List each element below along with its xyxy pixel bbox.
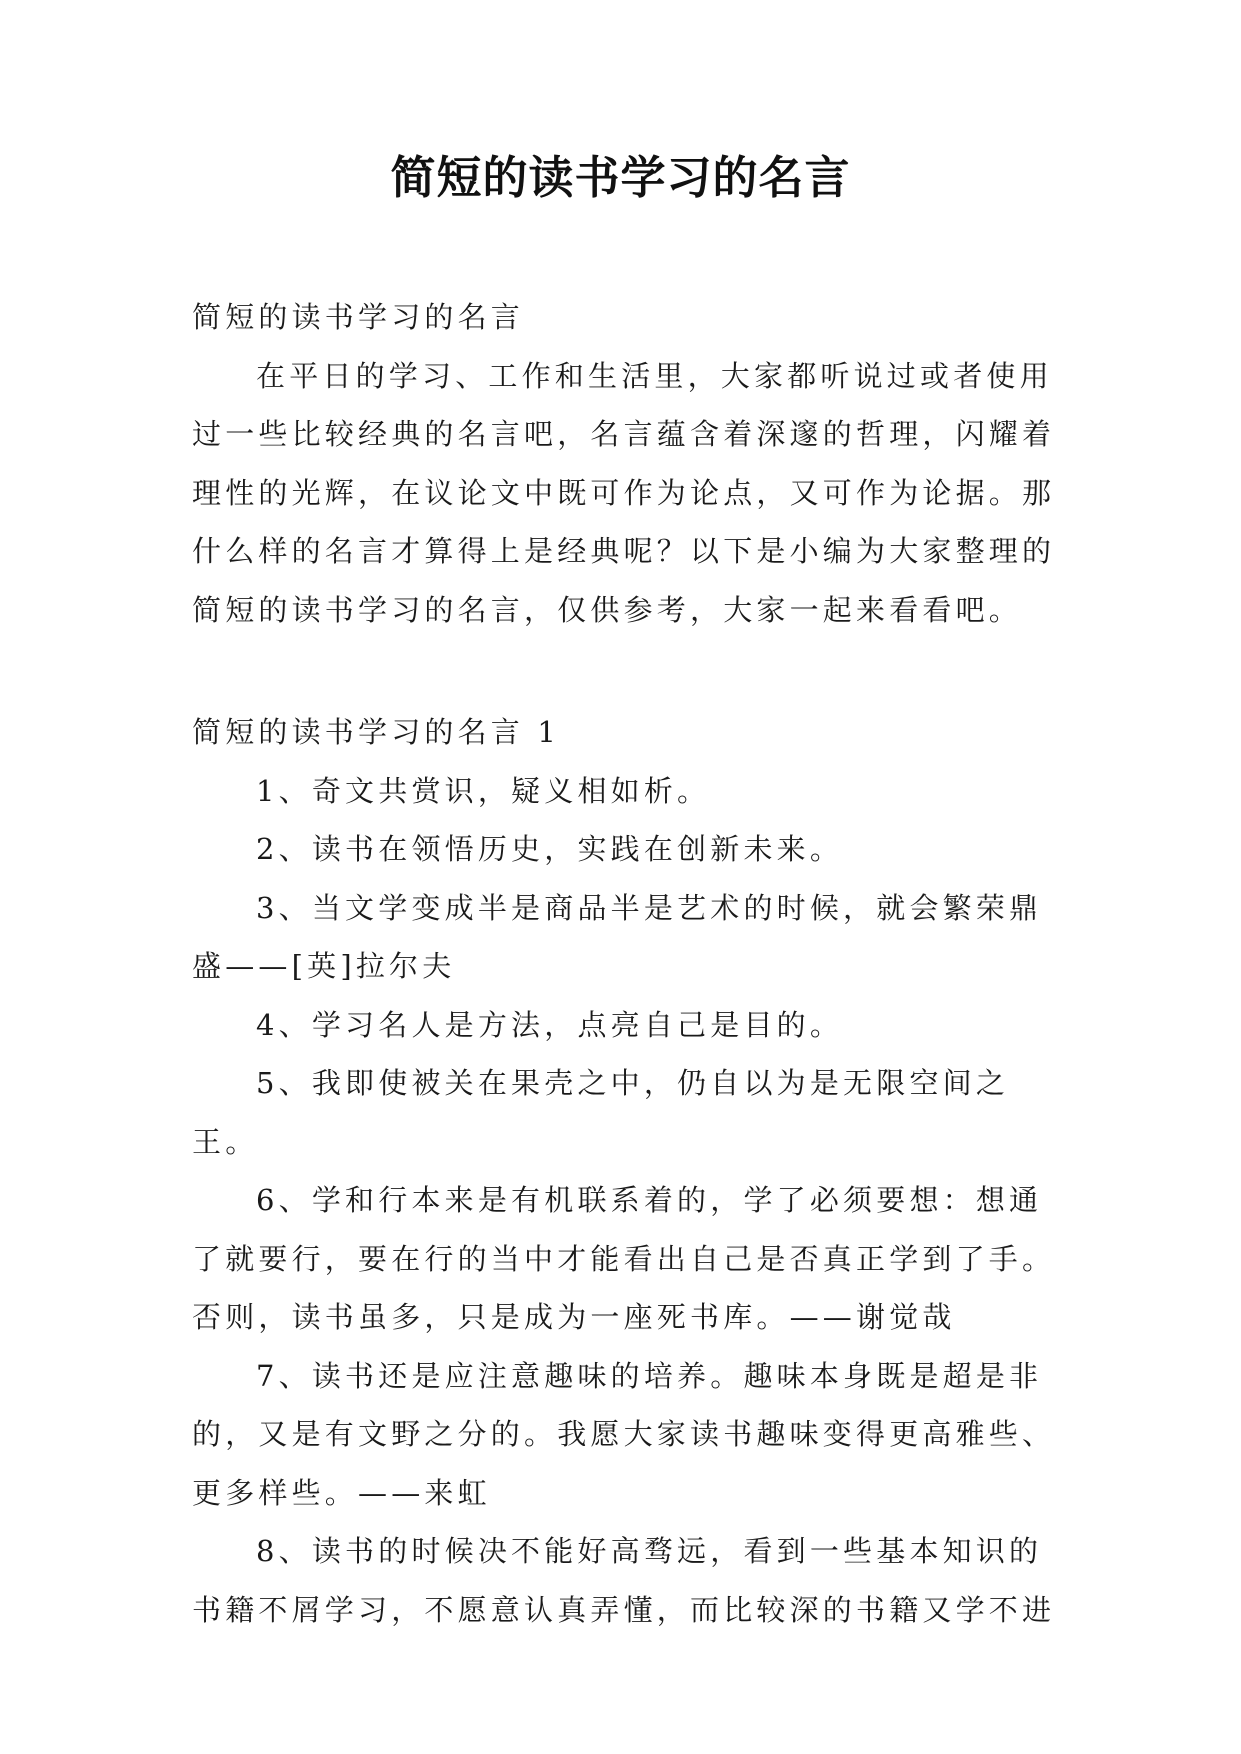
section-heading: 简短的读书学习的名言 1 xyxy=(192,715,561,749)
document-title: 简短的读书学习的名言 xyxy=(390,151,851,204)
quote-paragraph: 3、当文学变成半是商品半是艺术的时候，就会繁荣鼎盛——[英]拉尔夫 xyxy=(192,890,1043,983)
subheading: 简短的读书学习的名言 xyxy=(192,300,525,334)
quote-paragraph: 7、读书还是应注意趣味的培养。趣味本身既是超是非的，又是有文野之分的。我愿大家读书趣味变得更高雅些、更多样些。——来虹 xyxy=(192,1358,1056,1510)
quote-paragraph: 2、读书在领悟历史，实践在创新未来。 xyxy=(256,832,844,866)
quote-paragraph: 4、学习名人是方法，点亮自己是目的。 xyxy=(256,1007,844,1042)
intro-paragraph: 在平日的学习、工作和生活里，大家都听说过或者使用过一些比较经典的名言吧，名言蕴含着深邃的哲理，闪耀着理性的光辉，在议论文中既可作为论点，又可作为论据。那什么样的名言才算得上是经典呢？以下是小编为大家整理的简短的读书学习的名言，仅供参考，大家一起来看看吧。 xyxy=(192,358,1056,627)
quote-paragraph: 5、我即使被关在果壳之中，仍自以为是无限空间之王。 xyxy=(192,1066,1010,1159)
quote-paragraph: 8、读书的时候决不能好高骛远，看到一些基本知识的书籍不屑学习，不愿意认真弄懂，而比较深的书籍又学不进 xyxy=(192,1534,1056,1627)
quote-paragraph: 6、学和行本来是有机联系着的，学了必须要想：想通了就要行，要在行的当中才能看出自己是否真正学到了手。否则，读书虽多，只是成为一座死书库。——谢觉哉 xyxy=(192,1183,1056,1334)
document-body xyxy=(192,288,1057,1639)
quote-paragraph: 1、奇文共赏识，疑义相如析。 xyxy=(256,773,711,808)
